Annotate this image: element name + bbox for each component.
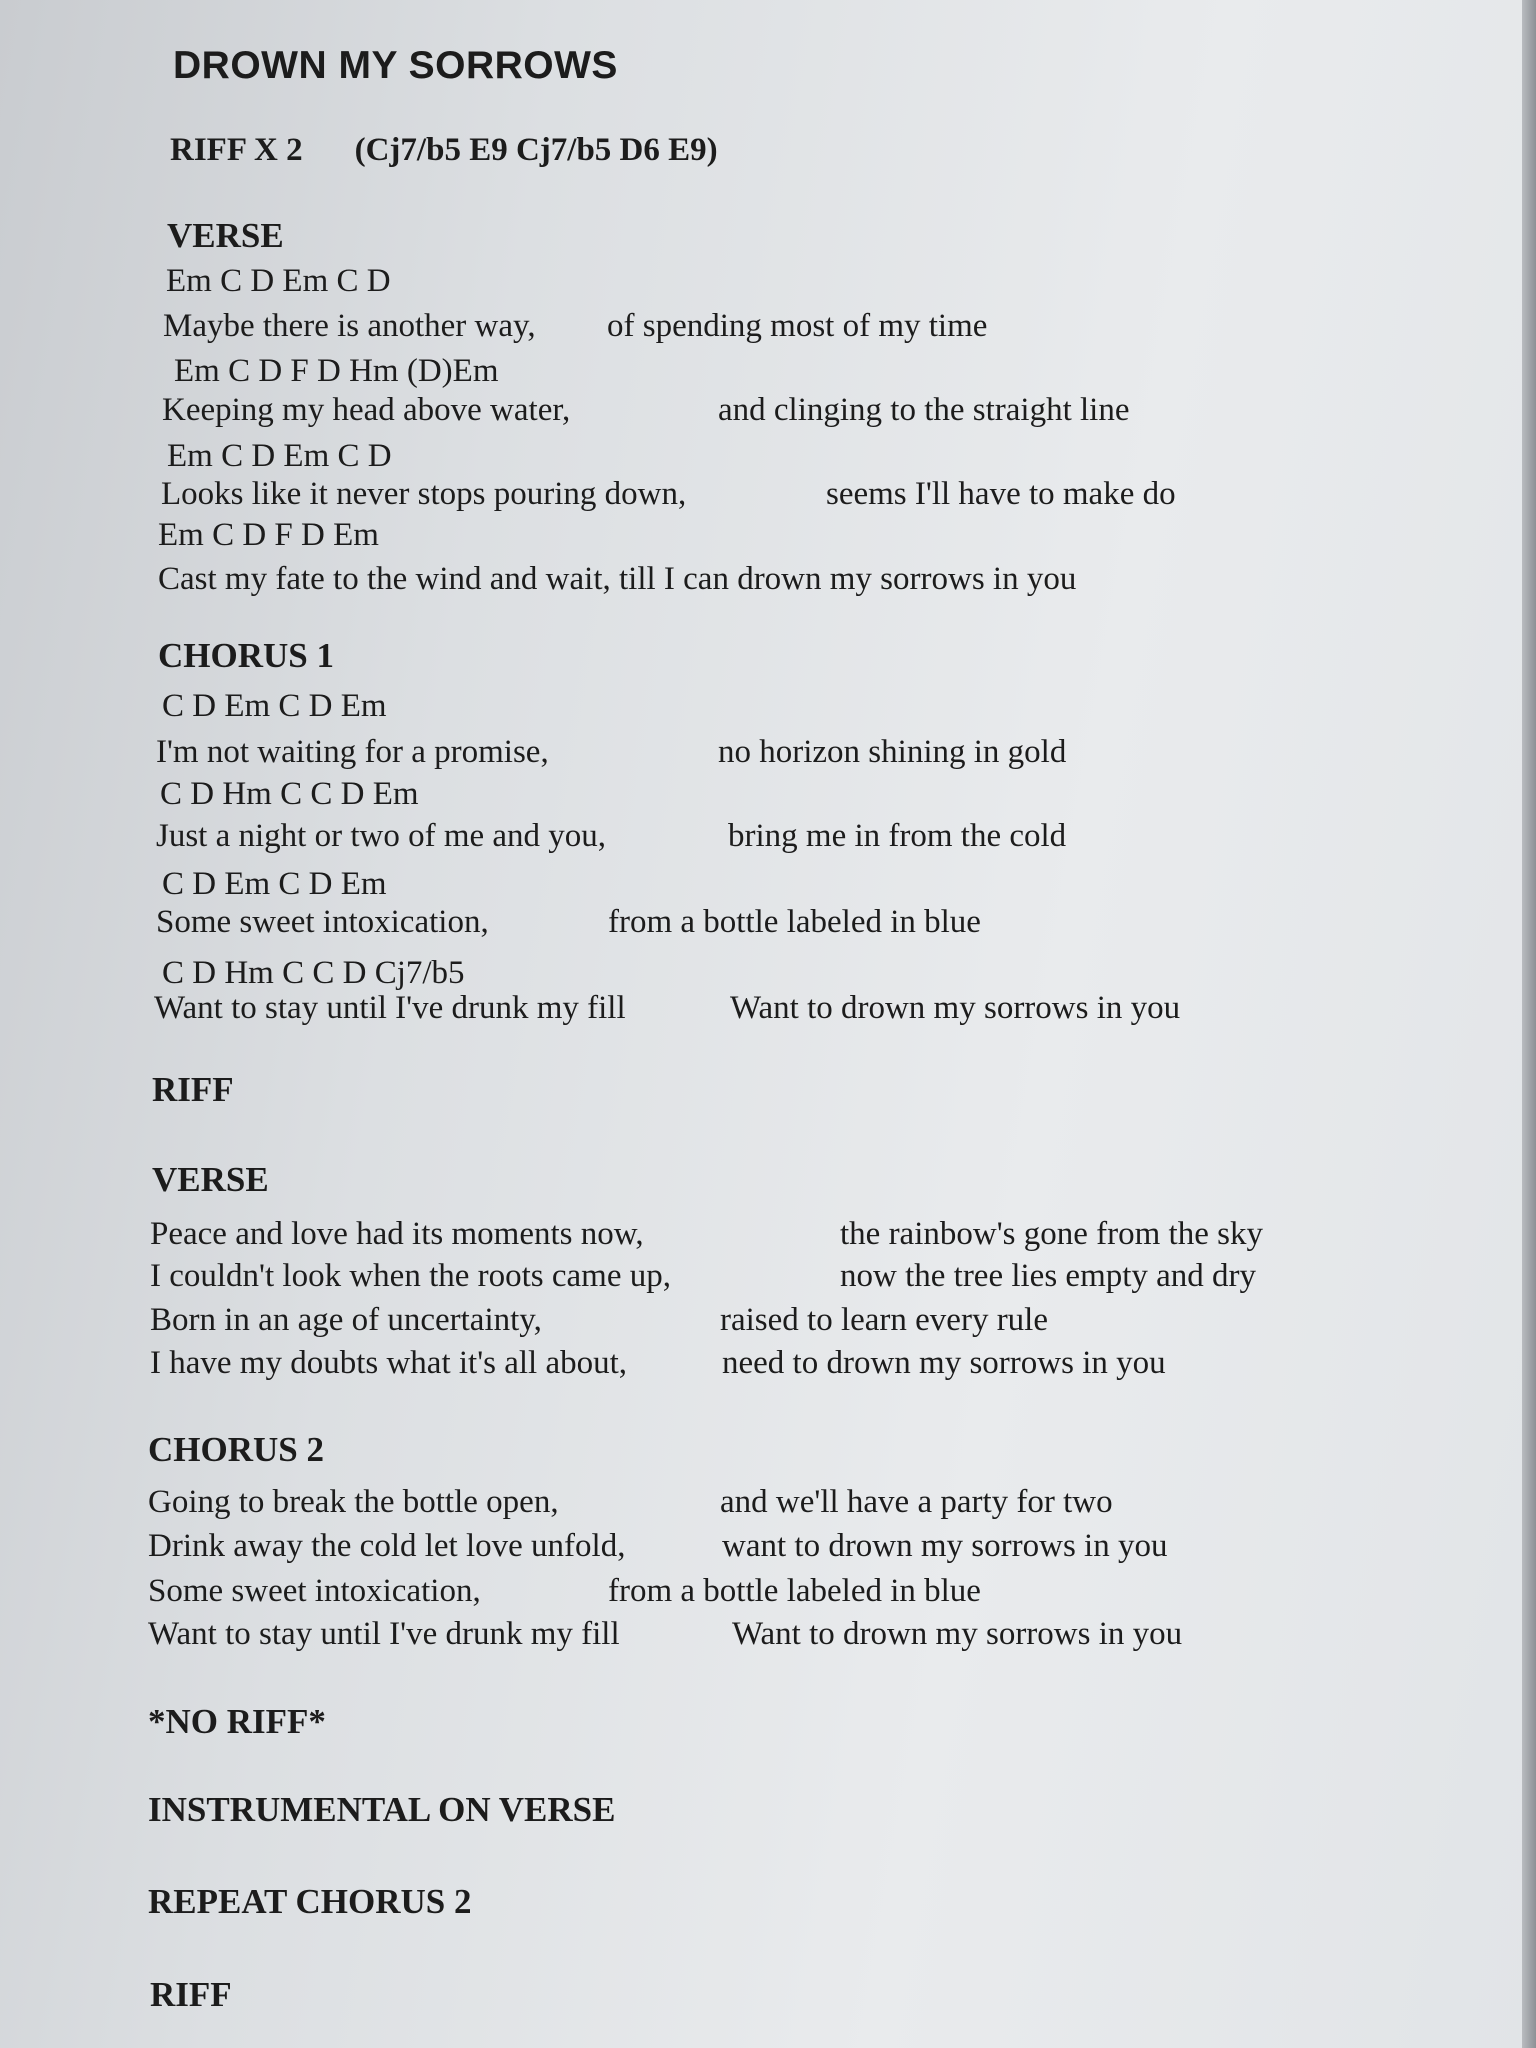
chorus2-heading: CHORUS 2	[148, 1430, 324, 1469]
verse2-lyric-3	[150, 1302, 1049, 1339]
riff-intro	[170, 132, 718, 169]
verse1-lyric-3-left: Looks like it never stops pouring down,	[161, 476, 687, 512]
verse2-lyric-2-left: I couldn't look when the roots came up,	[150, 1258, 671, 1294]
chorus2-lyric-4-left: Want to stay until I've drunk my fill	[148, 1616, 620, 1652]
chorus2-lyric-3-right: from a bottle labeled in blue	[608, 1573, 981, 1609]
instrumental-note: INSTRUMENTAL ON VERSE	[148, 1790, 616, 1829]
chorus1-lyric-2	[156, 818, 1067, 855]
chorus2-lyric-2-right: want to drown my sorrows in you	[722, 1528, 1168, 1564]
chorus2-lyric-1-left: Going to break the bottle open,	[148, 1484, 559, 1520]
verse2-lyric-2	[150, 1258, 1257, 1295]
chorus1-lyric-3-right: from a bottle labeled in blue	[608, 904, 981, 940]
chorus1-lyric-3-left: Some sweet intoxication,	[156, 904, 489, 940]
verse1-lyric-2	[162, 392, 1130, 429]
chorus1-lyric-2-right: bring me in from the cold	[728, 818, 1067, 854]
verse1-lyric-3	[161, 476, 1176, 513]
verse2-lyric-4	[150, 1345, 1166, 1382]
chorus2-lyric-4	[148, 1616, 1183, 1653]
verse2-lyric-1	[150, 1216, 1263, 1253]
chorus1-chords-4: C D Hm C C D Cj7/b5	[162, 955, 465, 991]
chorus2-lyric-4-right: Want to drown my sorrows in you	[732, 1616, 1183, 1652]
chorus1-lyric-4-left: Want to stay until I've drunk my fill	[154, 990, 626, 1026]
verse1-lyric-2-left: Keeping my head above water,	[162, 392, 571, 428]
chorus2-lyric-1	[148, 1484, 1113, 1521]
screen-edge	[1522, 0, 1536, 2048]
chorus1-heading: CHORUS 1	[158, 636, 334, 675]
chorus1-chords-1: C D Em C D Em	[162, 688, 387, 724]
verse1-lyric-2-right: and clinging to the straight line	[718, 392, 1130, 428]
verse2-lyric-4-right: need to drown my sorrows in you	[722, 1345, 1166, 1381]
chorus1-lyric-2-left: Just a night or two of me and you,	[156, 818, 607, 854]
verse2-lyric-3-right: raised to learn every rule	[720, 1302, 1049, 1338]
verse2-lyric-3-left: Born in an age of uncertainty,	[150, 1302, 542, 1338]
verse1-lyric-4	[158, 561, 1076, 598]
verse1-lyric-1-left: Maybe there is another way,	[163, 308, 536, 344]
song-title: DROWN MY SORROWS	[173, 44, 618, 87]
chorus1-lyric-4	[154, 990, 1181, 1027]
verse1-chords-3: Em C D Em C D	[167, 438, 392, 474]
verse2-lyric-2-right: now the tree lies empty and dry	[840, 1258, 1257, 1294]
riff-heading-end: RIFF	[150, 1975, 232, 2014]
riff-heading-1: RIFF	[152, 1070, 234, 1109]
verse2-lyric-1-right: the rainbow's gone from the sky	[840, 1216, 1263, 1252]
no-riff-note: *NO RIFF*	[148, 1702, 326, 1741]
riff-intro-label: RIFF X 2	[170, 132, 303, 168]
chorus1-lyric-1-right: no horizon shining in gold	[718, 734, 1067, 770]
riff-intro-chords: (Cj7/b5 E9 Cj7/b5 D6 E9)	[354, 132, 718, 168]
chorus1-lyric-1-left: I'm not waiting for a promise,	[156, 734, 549, 770]
chorus1-lyric-1	[156, 734, 1067, 771]
chorus2-lyric-2	[148, 1528, 1168, 1565]
verse1-chords-4: Em C D F D Em	[158, 517, 379, 553]
verse2-lyric-1-left: Peace and love had its moments now,	[150, 1216, 644, 1252]
chorus2-lyric-2-left: Drink away the cold let love unfold,	[148, 1528, 626, 1564]
chorus1-chords-2: C D Hm C C D Em	[160, 776, 419, 812]
chorus2-lyric-3	[148, 1573, 981, 1610]
verse1-lyric-1-right: of spending most of my time	[607, 308, 988, 344]
chorus1-lyric-3	[156, 904, 981, 941]
verse1-lyric-4-left: Cast my fate to the wind and wait, till I can drown my sorrows in you	[158, 561, 1077, 597]
chorus1-chords-3: C D Em C D Em	[162, 866, 387, 902]
chorus2-lyric-1-right: and we'll have a party for two	[720, 1484, 1113, 1520]
verse1-chords-1: Em C D Em C D	[166, 263, 391, 299]
repeat-chorus-note: REPEAT CHORUS 2	[148, 1882, 472, 1921]
verse1-lyric-1	[163, 308, 988, 345]
chorus2-lyric-3-left: Some sweet intoxication,	[148, 1573, 481, 1609]
verse1-lyric-3-right: seems I'll have to make do	[826, 476, 1176, 512]
verse1-chords-2: Em C D F D Hm (D)Em	[174, 353, 499, 389]
chorus1-lyric-4-right: Want to drown my sorrows in you	[730, 990, 1181, 1026]
verse1-heading: VERSE	[167, 216, 284, 255]
verse2-heading: VERSE	[152, 1160, 269, 1199]
verse2-lyric-4-left: I have my doubts what it's all about,	[150, 1345, 628, 1381]
